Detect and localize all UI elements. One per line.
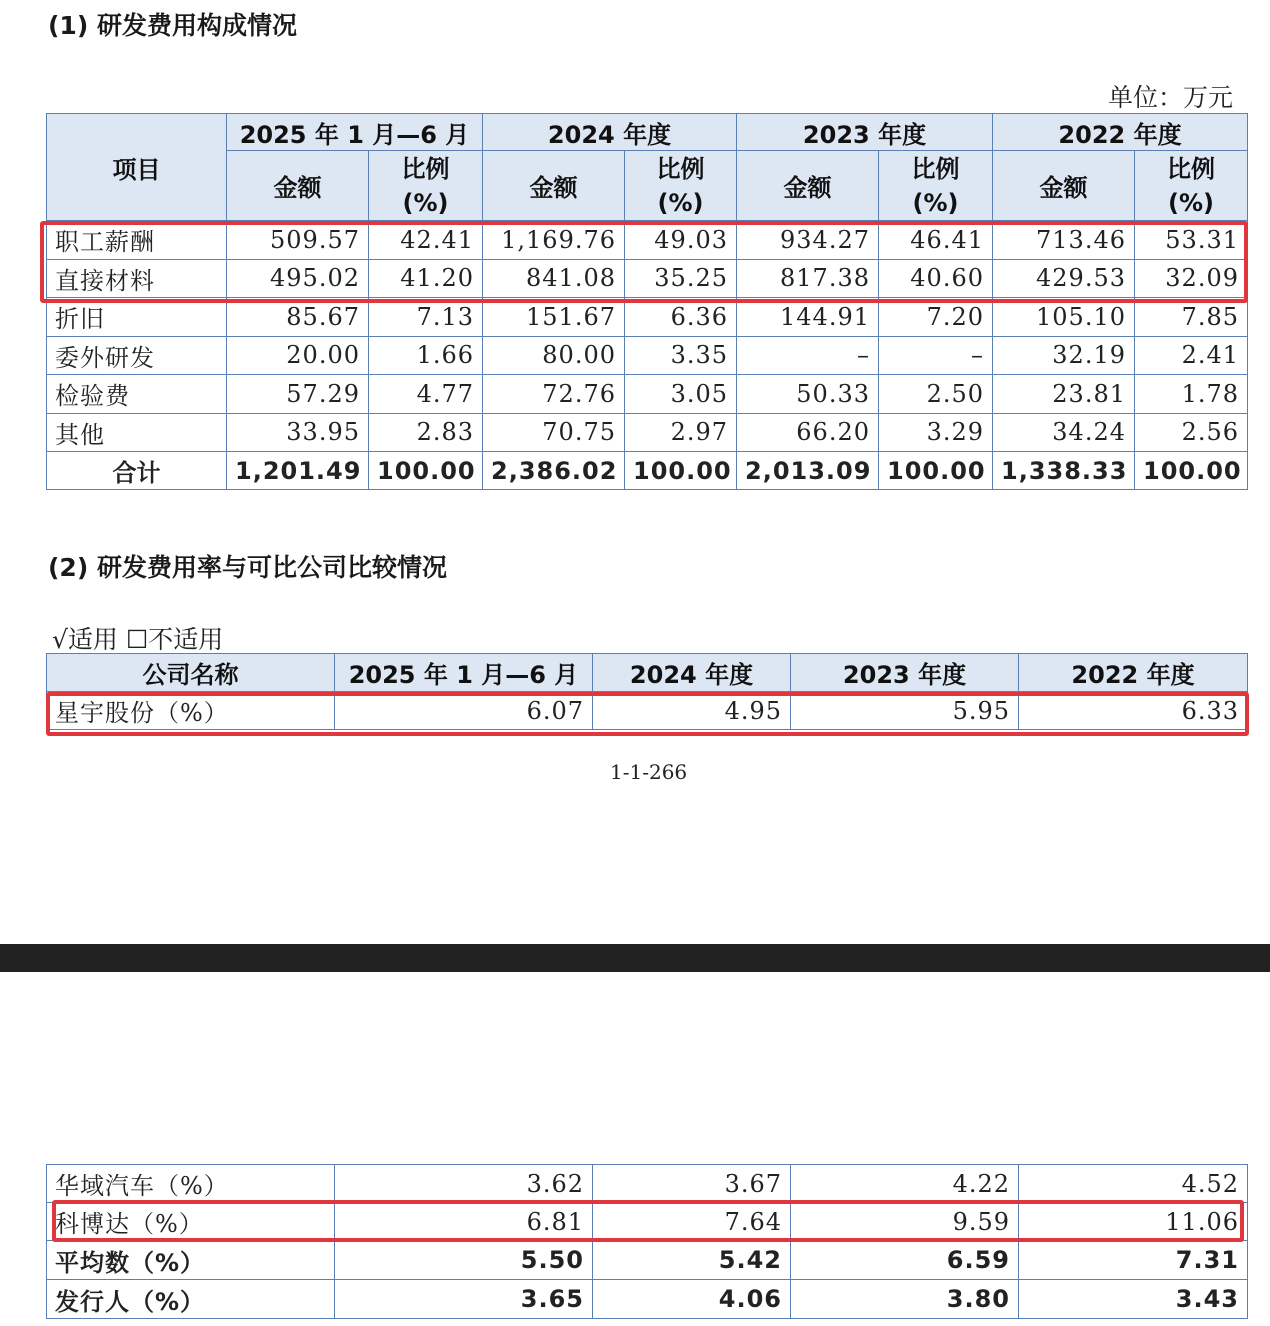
header-amount: 金额 xyxy=(993,151,1135,221)
header-subrow xyxy=(47,151,1248,221)
value-cell: 2.41 xyxy=(1135,336,1248,375)
total-value-cell: 100.00 xyxy=(369,452,483,490)
header-ratio-l2: (%) xyxy=(402,188,449,217)
issuer-value-cell: 3.65 xyxy=(335,1280,593,1319)
value-cell: 2.56 xyxy=(1135,413,1248,452)
value-cell: 144.91 xyxy=(737,298,879,337)
header-amount: 金额 xyxy=(483,151,625,221)
company-name: 华域汽车（%） xyxy=(47,1165,335,1203)
header-ratio-l2: (%) xyxy=(657,188,704,217)
header-ratio xyxy=(879,151,993,221)
issuer-row xyxy=(47,1280,1248,1319)
value-cell: 66.20 xyxy=(737,413,879,452)
total-row xyxy=(47,452,1248,490)
value-cell: 6.36 xyxy=(625,298,737,337)
header-period-2024: 2024 年度 xyxy=(593,654,791,692)
row-label: 折旧 xyxy=(47,298,227,337)
header-item: 项目 xyxy=(47,114,227,221)
header-amount: 金额 xyxy=(227,151,369,221)
value-cell: 46.41 xyxy=(879,221,993,260)
header-period-2022: 2022 年度 xyxy=(1019,654,1248,692)
header-period-2023: 2023 年度 xyxy=(737,114,993,151)
value-cell: 11.06 xyxy=(1019,1203,1248,1241)
value-cell: 50.33 xyxy=(737,375,879,414)
value-cell: 3.62 xyxy=(335,1165,593,1203)
value-cell: 3.35 xyxy=(625,336,737,375)
value-cell: 1.66 xyxy=(369,336,483,375)
value-cell: 817.38 xyxy=(737,259,879,298)
header-ratio-l2: (%) xyxy=(1168,188,1214,217)
table-row xyxy=(47,413,1248,452)
value-cell: 2.97 xyxy=(625,413,737,452)
row-label: 职工薪酬 xyxy=(47,221,227,260)
value-cell: 841.08 xyxy=(483,259,625,298)
value-cell: 7.64 xyxy=(593,1203,791,1241)
value-cell: 9.59 xyxy=(791,1203,1019,1241)
value-cell: 35.25 xyxy=(625,259,737,298)
company-name: 星宇股份（%） xyxy=(47,692,335,730)
header-period-2024: 2024 年度 xyxy=(483,114,737,151)
applicability-label: √适用 ☐不适用 xyxy=(52,625,224,654)
value-cell: 4.77 xyxy=(369,375,483,414)
avg-value-cell: 5.42 xyxy=(593,1241,791,1280)
table-row xyxy=(47,1203,1248,1241)
value-cell: 32.19 xyxy=(993,336,1135,375)
value-cell: 57.29 xyxy=(227,375,369,414)
value-cell: 151.67 xyxy=(483,298,625,337)
value-cell: – xyxy=(879,336,993,375)
total-value-cell: 1,201.49 xyxy=(227,452,369,490)
header-ratio-l1: 比例 xyxy=(911,154,960,183)
rd-expense-table xyxy=(46,113,1248,490)
header-ratio-l1: 比例 xyxy=(1167,154,1215,183)
value-cell: 713.46 xyxy=(993,221,1135,260)
total-label: 合计 xyxy=(47,452,227,490)
value-cell: 72.76 xyxy=(483,375,625,414)
issuer-value-cell: 3.80 xyxy=(791,1280,1019,1319)
avg-row xyxy=(47,1241,1248,1280)
value-cell: 105.10 xyxy=(993,298,1135,337)
value-cell: 4.52 xyxy=(1019,1165,1248,1203)
header-period-2025h1: 2025 年 1 月—6 月 xyxy=(227,114,483,151)
header-ratio-l1: 比例 xyxy=(656,154,705,183)
value-cell: 7.13 xyxy=(369,298,483,337)
avg-value-cell: 7.31 xyxy=(1019,1241,1248,1280)
header-company: 公司名称 xyxy=(47,654,335,692)
page-number: 1-1-266 xyxy=(610,760,688,784)
value-cell: 4.95 xyxy=(593,692,791,730)
unit-label: 单位：万元 xyxy=(1108,83,1234,112)
header-ratio-l1: 比例 xyxy=(401,154,450,183)
value-cell: 85.67 xyxy=(227,298,369,337)
value-cell: 3.67 xyxy=(593,1165,791,1203)
value-cell: 32.09 xyxy=(1135,259,1248,298)
value-cell: 7.85 xyxy=(1135,298,1248,337)
value-cell: 7.20 xyxy=(879,298,993,337)
company-name: 科博达（%） xyxy=(47,1203,335,1241)
avg-value-cell: 6.59 xyxy=(791,1241,1019,1280)
value-cell: 3.29 xyxy=(879,413,993,452)
header-ratio-l2: (%) xyxy=(912,188,959,217)
value-cell: 4.22 xyxy=(791,1165,1019,1203)
value-cell: 509.57 xyxy=(227,221,369,260)
value-cell: 33.95 xyxy=(227,413,369,452)
row-label: 直接材料 xyxy=(47,259,227,298)
header-ratio xyxy=(625,151,737,221)
table-row xyxy=(47,692,1248,730)
value-cell: 70.75 xyxy=(483,413,625,452)
header-period-2025h1: 2025 年 1 月—6 月 xyxy=(335,654,593,692)
value-cell: 3.05 xyxy=(625,375,737,414)
value-cell: 41.20 xyxy=(369,259,483,298)
issuer-label: 发行人（%） xyxy=(47,1280,335,1319)
section2-title: (2) 研发费用率与可比公司比较情况 xyxy=(48,553,447,582)
value-cell: 429.53 xyxy=(993,259,1135,298)
header-ratio xyxy=(369,151,483,221)
comparable-table-bottom xyxy=(46,1164,1248,1319)
value-cell: 23.81 xyxy=(993,375,1135,414)
value-cell: 6.81 xyxy=(335,1203,593,1241)
section1-title: (1) 研发费用构成情况 xyxy=(48,11,297,40)
header-period-2022: 2022 年度 xyxy=(993,114,1248,151)
value-cell: 20.00 xyxy=(227,336,369,375)
value-cell: 80.00 xyxy=(483,336,625,375)
total-value-cell: 2,386.02 xyxy=(483,452,625,490)
total-value-cell: 100.00 xyxy=(879,452,993,490)
page-divider xyxy=(0,944,1270,972)
table-row xyxy=(47,375,1248,414)
table-row xyxy=(47,259,1248,298)
table-row xyxy=(47,1165,1248,1203)
value-cell: 5.95 xyxy=(791,692,1019,730)
total-value-cell: 100.00 xyxy=(625,452,737,490)
header-period-2023: 2023 年度 xyxy=(791,654,1019,692)
issuer-value-cell: 4.06 xyxy=(593,1280,791,1319)
value-cell: 34.24 xyxy=(993,413,1135,452)
total-value-cell: 100.00 xyxy=(1135,452,1248,490)
value-cell: 6.07 xyxy=(335,692,593,730)
table-row xyxy=(47,336,1248,375)
total-value-cell: 1,338.33 xyxy=(993,452,1135,490)
header-amount: 金额 xyxy=(737,151,879,221)
header-ratio xyxy=(1135,151,1248,221)
value-cell: 6.33 xyxy=(1019,692,1248,730)
value-cell: 1,169.76 xyxy=(483,221,625,260)
table-row xyxy=(47,298,1248,337)
row-label: 其他 xyxy=(47,413,227,452)
row-label: 委外研发 xyxy=(47,336,227,375)
comparable-table-top xyxy=(46,653,1248,730)
value-cell: 53.31 xyxy=(1135,221,1248,260)
avg-value-cell: 5.50 xyxy=(335,1241,593,1280)
avg-label: 平均数（%） xyxy=(47,1241,335,1280)
value-cell: 934.27 xyxy=(737,221,879,260)
value-cell: 49.03 xyxy=(625,221,737,260)
issuer-value-cell: 3.43 xyxy=(1019,1280,1248,1319)
total-value-cell: 2,013.09 xyxy=(737,452,879,490)
value-cell: 2.83 xyxy=(369,413,483,452)
value-cell: 1.78 xyxy=(1135,375,1248,414)
value-cell: 495.02 xyxy=(227,259,369,298)
value-cell: 40.60 xyxy=(879,259,993,298)
value-cell: 2.50 xyxy=(879,375,993,414)
value-cell: 42.41 xyxy=(369,221,483,260)
value-cell: – xyxy=(737,336,879,375)
table-row xyxy=(47,221,1248,260)
row-label: 检验费 xyxy=(47,375,227,414)
